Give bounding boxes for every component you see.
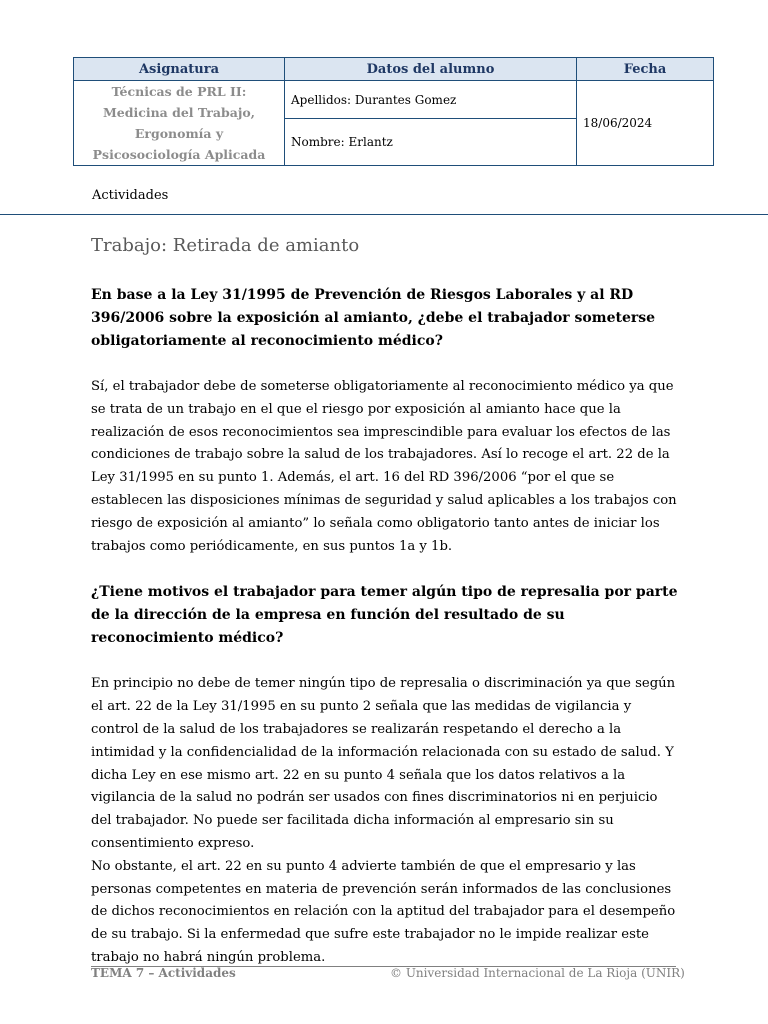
- question-2: ¿Tiene motivos el trabajador para temer algún tipo de represalia por parte de la dirección de la empresa en función del resultado de su reconocimiento médico?: [91, 584, 678, 647]
- col-header-date: Fecha: [577, 58, 714, 81]
- footer-left: TEMA 7 – Actividades: [91, 966, 236, 980]
- header-table: [73, 57, 714, 166]
- surname-cell: Apellidos: Durantes Gomez: [285, 81, 577, 119]
- answer-1: Sí, el trabajador debe de someterse obligatoriamente al reconocimiento médico ya que se trata de un trabajo en el que el riesgo por exposición al amianto hace que la realización de esos reconocimientos sea imprescindible para evaluar los efectos de las condiciones de trabajo sobre la salud de los trabajadores. Así lo recoge el art. 22 de la Ley 31/1995 en su punto 1. Además, el art. 16 del RD 396/2006 “por el que se establecen las disposiciones mínimas de seguridad y salud aplicables a los trabajos con riesgo de exposición al amianto” lo señala como obligatorio tanto antes de iniciar los trabajos como periódicamente, en sus puntos 1a y 1b.: [91, 379, 677, 554]
- section-label: Actividades: [92, 188, 169, 203]
- date-cell: 18/06/2024: [577, 81, 714, 166]
- col-header-subject: Asignatura: [74, 58, 285, 81]
- header-divider: [0, 214, 768, 215]
- footer-right: © Universidad Internacional de La Rioja (UNIR): [390, 966, 685, 980]
- name-cell: Nombre: Erlantz: [285, 119, 577, 166]
- document-body: [91, 284, 681, 970]
- question-1: En base a la Ley 31/1995 de Prevención de Riesgos Laborales y al RD 396/2006 sobre la exposición al amianto, ¿debe el trabajador someterse obligatoriamente al reconocimiento médico?: [91, 287, 656, 349]
- answer-2-paragraph-2: No obstante, el art. 22 en su punto 4 advierte también de que el empresario y las personas competentes en materia de prevención serán informados de las conclusiones de dichos reconocimientos en relación con la aptitud del trabajador para el desempeño de su trabajo. Si la enfermedad que sufre este trabajador no le impide realizar este trabajo no habrá ningún problema.: [91, 858, 676, 965]
- page-title: Trabajo: Retirada de amianto: [91, 235, 360, 256]
- answer-2-paragraph-1: En principio no debe de temer ningún tipo de represalia o discriminación ya que según el art. 22 de la Ley 31/1995 en su punto 2 señala que las medidas de vigilancia y control de la salud de los trabajadores se realizarán respetando el derecho a la intimidad y la confidencialidad de la información relacionada con su estado de salud. Y dicha Ley en ese mismo art. 22 en su punto 4 señala que los datos relativos a la vigilancia de la salud no podrán ser usados con fines discriminatorios ni en perjuicio del trabajador. No puede ser facilitada dicha información al empresario sin su consentimiento expreso.: [91, 676, 676, 851]
- subject-cell: Técnicas de PRL II: Medicina del Trabajo, Ergonomía y Psicosociología Aplicada: [74, 81, 285, 166]
- col-header-student: Datos del alumno: [285, 58, 577, 81]
